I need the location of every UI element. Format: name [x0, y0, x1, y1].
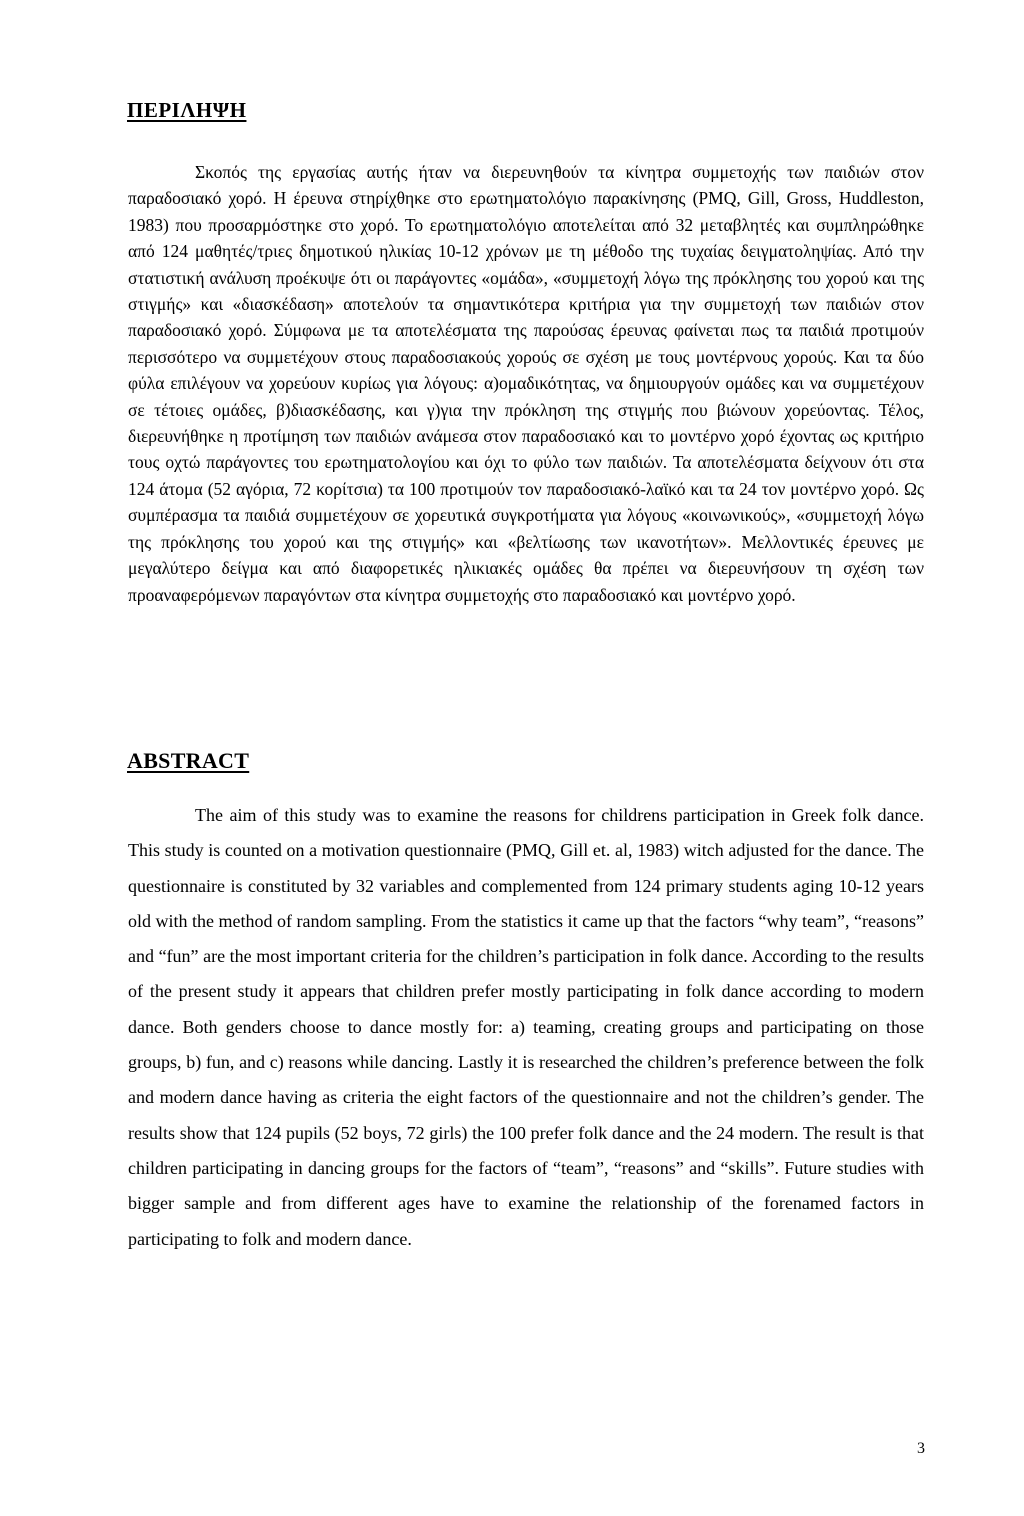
english-abstract-paragraph: The aim of this study was to examine the reasons for childrens participation in Greek folk dance. This study is counted on a motivation questionnaire (PMQ, Gill et. al, 1983) witch adjusted for the dance. The questionnaire is constituted by 32 variables and complemented from 124 primary students aging 10-12 years old with the method of random sampling. From the statistics it came up that the factors “why team”, “reasons” and “fun” are the most important criteria for the children’s participation in folk dance. According to the results of the present study it appears that children prefer mostly participating in folk dance according to modern dance. Both genders choose to dance mostly for: a) teaming, creating groups and participating on those groups, b) fun, and c) reasons while dancing. Lastly it is researched the children’s preference between the folk and modern dance having as criteria the eight factors of the questionnaire and not the children’s gender. The results show that 124 pupils (52 boys, 72 girls) the 100 prefer folk dance and the 24 modern. The result is that children participating in dancing groups for the factors of “team”, “reasons” and “skills”. Future studies with bigger sample and from different ages have to examine the relationship of the forenamed factors in participating to folk and modern dance.	[128, 805, 924, 1249]
greek-abstract-heading: ΠΕΡΙΛΗΨΗ	[127, 98, 247, 122]
greek-abstract-paragraph: Σκοπός της εργασίας αυτής ήταν να διερευνηθούν τα κίνητρα συμμετοχής των παιδιών στον παραδοσιακό χορό. Η έρευνα στηρίχθηκε στο ερωτηματολόγιο παρακίνησης (PMQ, Gill, Gross, Huddleston, 1983) που προσαρμόστηκε στο χορό. Το ερωτηματολόγιο αποτελείται από 32 μεταβλητές και συμπληρώθηκε από 124 μαθητές/τριες δημοτικού ηλικίας 10-12 χρόνων με τη μέθοδο της τυχαίας δειγματοληψίας. Από την στατιστική ανάλυση προέκυψε ότι οι παράγοντες «ομάδα», «συμμετοχή λόγω της πρόκλησης του χορού και της στιγμής» και «διασκέδαση» αποτελούν τα σημαντικότερα κριτήρια για την συμμετοχή των παιδιών στον παραδοσιακό χορό. Σύμφωνα με τα αποτελέσματα της παρούσας έρευνας φαίνεται πως τα παιδιά προτιμούν περισσότερο να συμμετέχουν στους παραδοσιακούς χορούς σε σχέση με τους μοντέρνους χορούς. Και τα δύο φύλα επιλέγουν να χορεύουν κυρίως για λόγους: α)ομαδικότητας, να δημιουργούν ομάδες και να συμμετέχουν σε τέτοιες ομάδες, β)διασκέδασης, και γ)για την πρόκληση της στιγμής που βιώνουν χορεύοντας. Τέλος, διερευνήθηκε η προτίμηση των παιδιών ανάμεσα στον παραδοσιακό και το μοντέρνο χορό έχοντας ως κριτήριο τους οχτώ παράγοντες του ερωτηματολογίου και όχι το φύλο των παιδιών. Τα αποτελέσματα δείχνουν ότι στα 124 άτομα (52 αγόρια, 72 κορίτσια) τα 100 προτιμούν τον παραδοσιακό-λαϊκό και τα 24 τον μοντέρνο χορό. Ως συμπέρασμα τα παιδιά συμμετέχουν σε χορευτικά συγκροτήματα για λόγους «κοινωνικούς», «συμμετοχή λόγω της πρόκλησης του χορού και της στιγμής» και «βελτίωσης των ικανοτήτων». Μελλοντικές έρευνες με μεγαλύτερο δείγμα και από διαφορετικές ηλικιακές ομάδες θα πρέπει να διερευνήσουν τη σχέση των προαναφερόμενων παραγόντων στα κίνητρα συμμετοχής στο παραδοσιακό και μοντέρνο χορό.	[128, 162, 924, 605]
english-abstract-heading: ABSTRACT	[127, 748, 250, 773]
page-number: 3	[917, 1440, 925, 1457]
